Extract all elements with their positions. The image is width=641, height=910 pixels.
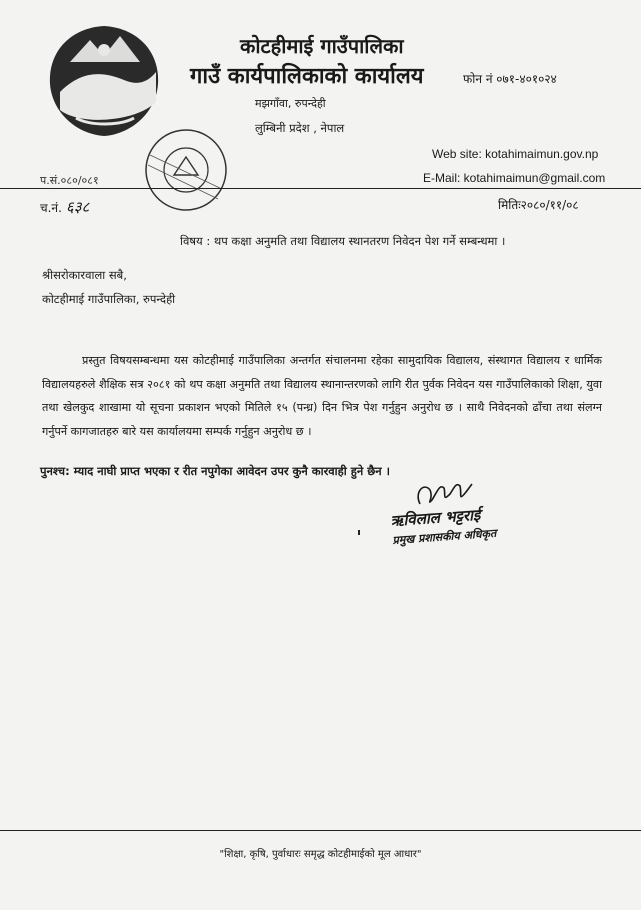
nepal-emblem-icon [40, 22, 168, 140]
office-name: गाउँ कार्यपालिकाको कार्यालय [190, 64, 424, 89]
email: E-Mail: kotahimaimun@gmail.com [423, 171, 606, 185]
website: Web site: kotahimaimun.gov.np [432, 147, 599, 161]
footer-motto: "शिक्षा, कृषि, पुर्वाधारः समृद्ध कोटहीमाईको मूल आधार" [219, 849, 422, 860]
chalani-value: ६३८ [65, 198, 90, 216]
office-seal-icon [130, 125, 242, 215]
chalani-label: च.नं. [40, 201, 62, 215]
letter-body: प्रस्तुत विषयसम्बन्धमा यस कोटहीमाई गाउँपालिका अन्तर्गत संचालनमा रहेका सामुदायिक विद्यालय, संस्थागत विद्यालय र धार्मिक विद्यालयहरुले शैक्षिक सत्र २०८१ को थप कक्षा अनुमति तथा विद्यालय स्थानान्तरणको लागि रीत पुर्वक निवेदन यस गाउँपालिकाको शिक्षा, युवा तथा खेलकुद शाखामा यो सूचना प्रकाशन भएको मितिले १५ (पन्ध्र) दिन भित्र पेश गर्नुहुन अनुरोध छ । साथै निवेदनको ढाँचा तथा संलग्न गर्नुपर्ने कागजातहरु बारे यस कार्यालयमा सम्पर्क गर्नुहुन अनुरोध छ । [42, 354, 602, 438]
signatory-title: प्रमुख प्रशासकीय अधिकृत [392, 526, 497, 547]
ink-mark [358, 530, 360, 535]
chalani-number [40, 197, 89, 217]
signatory-name: ऋविलाल भट्टराई [390, 505, 481, 530]
address-line-1: मझगाँवा, रुपन्देही [255, 97, 326, 110]
address-line-2: लुम्बिनी प्रदेश , नेपाल [255, 121, 345, 135]
letter-date: मितिः२०८०/११/०८ [498, 198, 579, 212]
municipality-name: कोटहीमाई गाउँपालिका [240, 34, 404, 58]
footer-divider [0, 830, 641, 831]
phone-number: फोन नं ०७१-४०१०२४ [463, 72, 557, 86]
fiscal-year: प.सं.०८०/०८१ [40, 174, 99, 187]
postscript: पुनश्च: म्याद नाघी प्राप्त भएका र रीत नपुगेका आवेदन उपर कुनै कारवाही हुने छैन । [40, 464, 391, 478]
recipient-line-2: कोटहीमाई गाउँपालिका, रुपन्देही [42, 292, 176, 306]
subject-line: विषय : थप कक्षा अनुमति तथा विद्यालय स्थानतरण निवेदन पेश गर्ने सम्बन्धमा । [180, 234, 506, 248]
recipient-line-1: श्रीसरोकारवाला सबै, [42, 268, 127, 282]
header-divider [0, 188, 641, 189]
